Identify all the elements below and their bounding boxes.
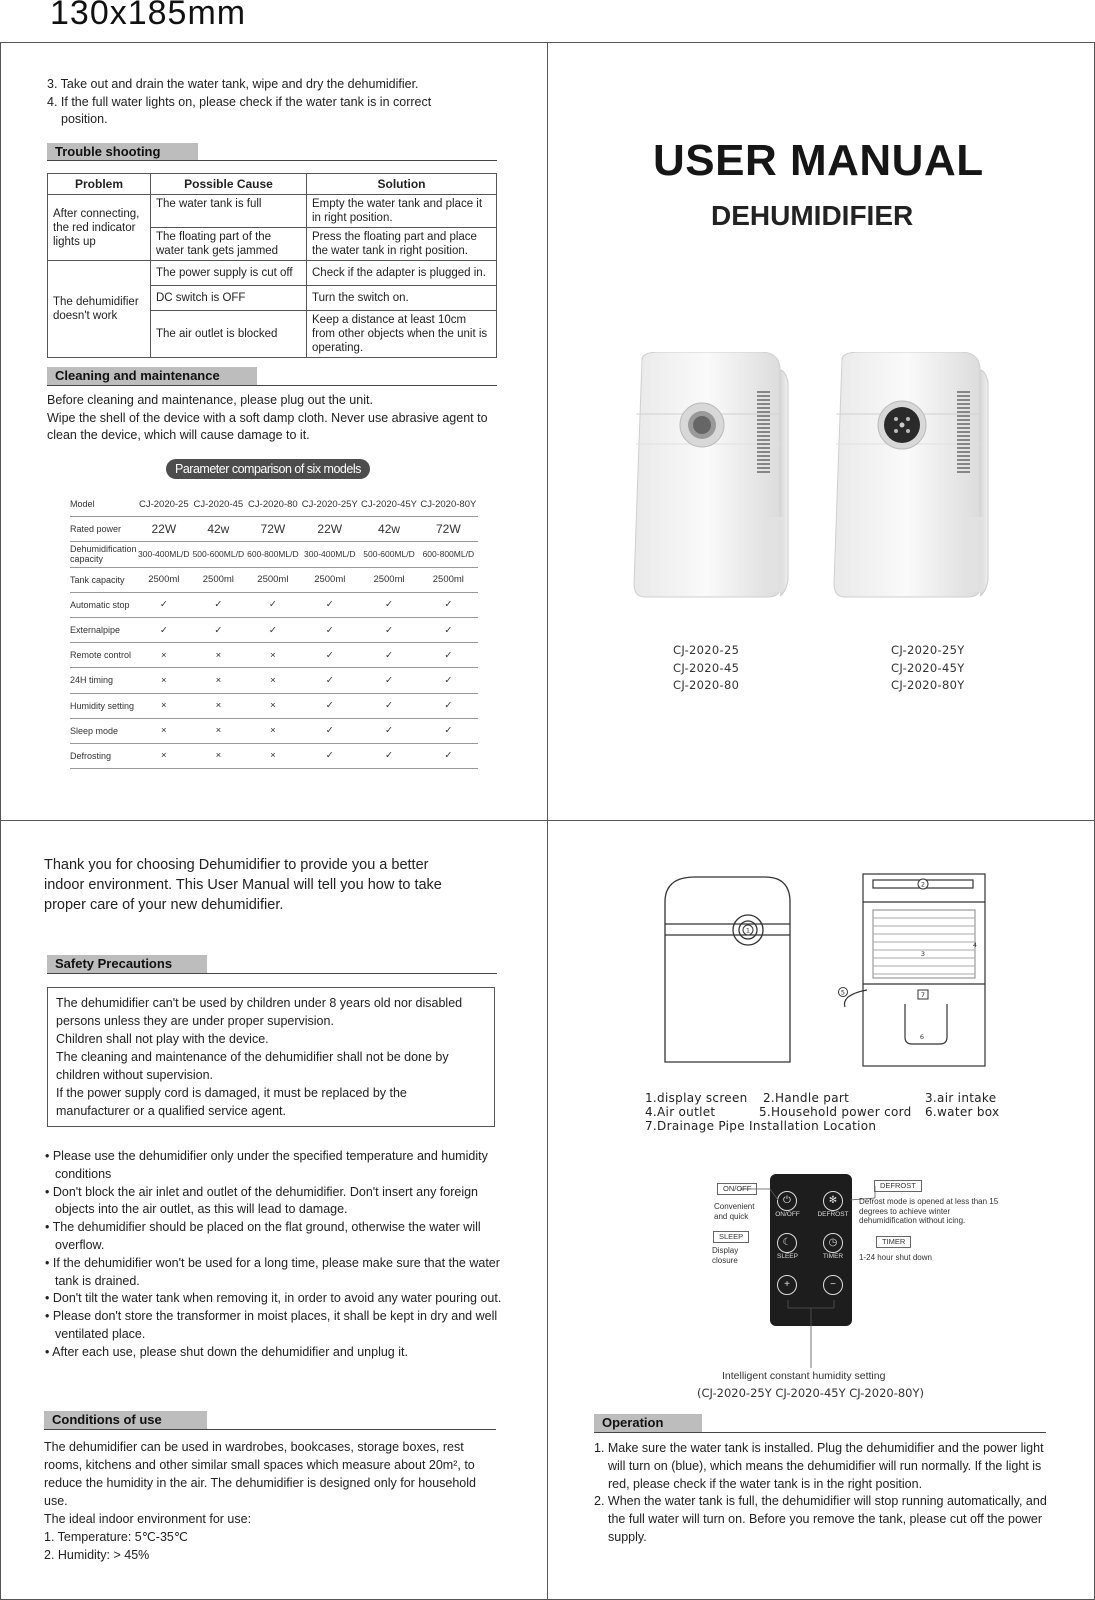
troubleshooting-rule (47, 160, 497, 161)
list-item: • Don't block the air inlet and outlet of the dehumidifier. Don't insert any foreign objects into the air outlet, as this will lead to damage. (45, 1184, 479, 1217)
part-7: 7.Drainage Pipe Installation Location (645, 1119, 877, 1133)
intro-line: indoor environment. This User Manual will tell you how to take (44, 877, 442, 893)
sleep-note: Display closure (712, 1246, 739, 1265)
defrost-note: Defrost mode is opened at less than 15 degrees to achieve winter dehumidification without icing. (859, 1197, 999, 1225)
comparison-cell: ✓ (359, 643, 418, 668)
comparison-row (70, 743, 478, 768)
comparison-row-label: 24H timing (70, 668, 137, 693)
comparison-cell: × (191, 668, 246, 693)
comparison-cell: CJ-2020-80Y (419, 492, 478, 517)
cleaning-heading: Cleaning and maintenance (47, 367, 257, 385)
comparison-cell: 2500ml (300, 567, 359, 592)
conditions-line: rooms, kitchens and other similar small spaces which measure about 20m², to (44, 1458, 475, 1472)
cause-cell: The floating part of the water tank gets jammed (151, 228, 307, 261)
comparison-cell: ✓ (300, 693, 359, 718)
header-cause: Possible Cause (151, 174, 307, 195)
comparison-cell: CJ-2020-25 (137, 492, 192, 517)
center-divider (547, 42, 548, 1600)
onoff-note: Convenient and quick (714, 1202, 755, 1221)
comparison-cell: × (191, 643, 246, 668)
cause-cell: DC switch is OFF (151, 286, 307, 311)
cleaning-line: Wipe the shell of the device with a soft damp cloth. Never use abrasive agent to (47, 410, 488, 425)
conditions-line: 1. Temperature: 5℃-35℃ (44, 1530, 188, 1544)
comparison-cell: ✓ (359, 743, 418, 768)
troubleshooting-heading: Trouble shooting (47, 143, 198, 161)
sleep-tag: SLEEP (713, 1231, 749, 1243)
part-5: 5.Household power cord (759, 1105, 912, 1119)
comparison-cell: 2500ml (191, 567, 246, 592)
comparison-cell: × (137, 743, 192, 768)
comparison-title-pill: Parameter comparison of six models (166, 459, 370, 479)
part-6: 6.water box (925, 1105, 1000, 1119)
operation-step: 2. When the water tank is full, the dehumidifier will stop running automatically, and the full water will turn on. Before you remove the tank, please cut off the power supply. (594, 1494, 1047, 1544)
comparison-cell: ✓ (137, 617, 192, 642)
comparison-cell: 500-600ML/D (359, 542, 418, 567)
safety-line: children without supervision. (56, 1068, 214, 1082)
list-item: • If the dehumidifier won't be used for a long time, please make sure that the water tank is drained. (45, 1255, 500, 1288)
comparison-row-label: Externalpipe (70, 617, 137, 642)
table-row (48, 261, 497, 286)
product-photos (630, 352, 1000, 614)
comparison-cell: ✓ (419, 718, 478, 743)
power-icon: ⏻ (777, 1191, 797, 1211)
part-3: 3.air intake (925, 1091, 997, 1105)
cause-cell: The air outlet is blocked (151, 311, 307, 358)
comparison-cell: × (137, 668, 192, 693)
comparison-cell: × (246, 668, 301, 693)
callout-7: 7 (920, 991, 926, 999)
step-4-cont: position. (61, 112, 108, 126)
comparison-cell: × (246, 643, 301, 668)
comparison-cell: ✓ (300, 743, 359, 768)
part-4: 4.Air outlet (645, 1105, 716, 1119)
comparison-cell: 72W (419, 517, 478, 542)
comparison-cell: 500-600ML/D (191, 542, 246, 567)
cleaning-line: clean the device, which will cause damage to it. (47, 428, 310, 442)
solution-cell: Empty the water tank and place it in right position. (307, 195, 497, 228)
comparison-cell: ✓ (300, 643, 359, 668)
comparison-cell: 300-400ML/D (137, 542, 192, 567)
list-item: • Please don't store the transformer in moist places, it shall be kept in dry and well ventilated place. (45, 1309, 498, 1341)
comparison-cell: CJ-2020-25Y (300, 492, 359, 517)
timer-tag: TIMER (876, 1236, 911, 1248)
operation-steps (594, 1440, 1054, 1547)
list-item: • Don't tilt the water tank when removing it, in order to avoid any water pouring out. (45, 1291, 502, 1306)
comparison-cell: ✓ (246, 617, 301, 642)
cleaning-text (47, 392, 488, 445)
safety-line: The cleaning and maintenance of the dehumidifier shall not be done by (56, 1050, 449, 1064)
intro-line: proper care of your new dehumidifier. (44, 897, 284, 913)
comparison-cell: ✓ (419, 668, 478, 693)
manual-title: USER MANUAL (653, 136, 984, 185)
comparison-cell: 72W (246, 517, 301, 542)
conditions-line: 2. Humidity: > 45% (44, 1548, 150, 1562)
comparison-cell: 300-400ML/D (300, 542, 359, 567)
conditions-rule (44, 1429, 496, 1430)
comparison-row-label: Defrosting (70, 743, 137, 768)
comparison-cell: 22W (300, 517, 359, 542)
page-size-label: 130x185mm (50, 0, 247, 32)
problem-cell: The dehumidifier doesn't work (48, 261, 151, 358)
defrost-button-label: DEFROST (817, 1211, 849, 1218)
callout-6: 6 (919, 1033, 925, 1041)
comparison-cell: ✓ (300, 718, 359, 743)
comparison-cell: × (246, 743, 301, 768)
model-label: CJ-2020-25Y (891, 643, 965, 657)
comparison-cell: ✓ (359, 668, 418, 693)
comparison-row-label: Remote control (70, 643, 137, 668)
comparison-cell: ✓ (419, 592, 478, 617)
header-solution: Solution (307, 174, 497, 195)
cleaning-rule (47, 385, 497, 386)
diagram-callouts (743, 879, 977, 1041)
comparison-cell: ✓ (359, 592, 418, 617)
comparison-cell: CJ-2020-45Y (359, 492, 418, 517)
comparison-cell: × (137, 643, 192, 668)
moon-icon: ☾ (777, 1233, 797, 1253)
safety-box (47, 987, 495, 1127)
comparison-row (70, 643, 478, 668)
model-label: CJ-2020-80 (673, 678, 740, 692)
snowflake-icon: ✻ (823, 1191, 843, 1211)
cause-cell: The water tank is full (151, 195, 307, 228)
callout-3: 3 (920, 950, 926, 958)
comparison-row (70, 592, 478, 617)
comparison-cell: CJ-2020-45 (191, 492, 246, 517)
timer-note: 1-24 hour shut down (859, 1253, 932, 1262)
comparison-row-label: Model (70, 492, 137, 517)
comparison-cell: ✓ (419, 643, 478, 668)
callout-5: 5 (840, 988, 846, 997)
comparison-row (70, 718, 478, 743)
intro-line: Thank you for choosing Dehumidifier to provide you a better (44, 857, 429, 873)
clock-icon: ◷ (823, 1233, 843, 1253)
header-problem: Problem (48, 174, 151, 195)
defrost-tag: DEFROST (874, 1180, 922, 1192)
front-view-outline (665, 877, 790, 1062)
operation-heading: Operation (594, 1414, 702, 1432)
steps-block (47, 76, 431, 129)
comparison-table (70, 492, 478, 769)
comparison-cell: × (137, 693, 192, 718)
safety-line: Children shall not play with the device. (56, 1032, 269, 1046)
comparison-cell: ✓ (419, 617, 478, 642)
comparison-row (70, 617, 478, 642)
comparison-cell: CJ-2020-80 (246, 492, 301, 517)
part-1: 1.display screen (645, 1091, 748, 1105)
comparison-cell: ✓ (419, 693, 478, 718)
comparison-cell: 2500ml (246, 567, 301, 592)
comparison-cell: ✓ (359, 718, 418, 743)
comparison-cell: ✓ (191, 617, 246, 642)
cause-cell: The power supply is cut off (151, 261, 307, 286)
comparison-row-label: Rated power (70, 517, 137, 542)
minus-icon: − (823, 1275, 843, 1295)
comparison-cell: × (191, 718, 246, 743)
callout-1: 1 (745, 926, 751, 935)
comparison-cell: 22W (137, 517, 192, 542)
operation-rule (594, 1432, 1046, 1433)
step-3: 3. Take out and drain the water tank, wipe and dry the dehumidifier. (47, 77, 419, 91)
callout-2: 2 (920, 880, 926, 889)
conditions-heading: Conditions of use (44, 1411, 207, 1429)
comparison-row-label: Dehumidification capacity (70, 542, 137, 567)
comparison-cell: ✓ (246, 592, 301, 617)
solution-cell: Check if the adapter is plugged in. (307, 261, 497, 286)
problem-cell: After connecting, the red indicator lights up (48, 195, 151, 261)
comparison-cell: × (246, 718, 301, 743)
models-list-standard (673, 642, 739, 695)
conditions-line: reduce the humidity in the air. The dehumidifier is designed only for household (44, 1476, 476, 1490)
comparison-cell: × (191, 743, 246, 768)
safety-rule (47, 973, 497, 974)
safety-line: persons unless they are under proper supervision. (56, 1014, 334, 1028)
onoff-tag: ON/OFF (717, 1183, 757, 1195)
solution-cell: Turn the switch on. (307, 286, 497, 311)
safety-line: The dehumidifier can't be used by children under 8 years old nor disabled (56, 996, 463, 1010)
list-item: • The dehumidifier should be placed on the flat ground, otherwise the water will overflow. (45, 1220, 481, 1252)
comparison-row-label: Humidity setting (70, 693, 137, 718)
comparison-row (70, 693, 478, 718)
models-list-remote (891, 642, 965, 695)
model-label: CJ-2020-80Y (891, 678, 965, 692)
comparison-cell: 42w (359, 517, 418, 542)
troubleshooting-table (47, 173, 497, 358)
conditions-text (44, 1438, 476, 1564)
comparison-cell: ✓ (300, 668, 359, 693)
comparison-cell: ✓ (300, 592, 359, 617)
comparison-cell: ✓ (191, 592, 246, 617)
safety-bullets (45, 1148, 505, 1362)
comparison-cell: 2500ml (419, 567, 478, 592)
solution-cell: Keep a distance at least 10cm from other objects when the unit is operating. (307, 311, 497, 358)
model-label: CJ-2020-45 (673, 660, 740, 675)
list-item: • Please use the dehumidifier only under the specified temperature and humidity conditions (45, 1149, 488, 1181)
comparison-cell: ✓ (359, 617, 418, 642)
step-4: 4. If the full water lights on, please check if the water tank is in correct (47, 94, 432, 109)
safety-heading: Safety Precautions (47, 955, 207, 973)
parts-diagram (655, 872, 990, 1072)
back-view-outline (844, 874, 985, 1066)
comparison-cell: × (191, 693, 246, 718)
safety-line: manufacturer or a qualified service agent. (56, 1104, 286, 1118)
comparison-row (70, 567, 478, 592)
intro-text (44, 855, 442, 915)
conditions-line: The ideal indoor environment for use: (44, 1512, 252, 1526)
onoff-button-label: ON/OFF (775, 1211, 800, 1218)
safety-line: If the power supply cord is damaged, it must be replaced by the (56, 1086, 407, 1100)
callout-4: 4 (972, 941, 978, 949)
conditions-line: use. (44, 1494, 68, 1508)
solution-cell: Press the floating part and place the water tank in right position. (307, 228, 497, 261)
comparison-row-label: Sleep mode (70, 718, 137, 743)
humidity-caption: Intelligent constant humidity setting (722, 1370, 886, 1382)
timer-button-label: TIMER (822, 1253, 844, 1260)
part-2: 2.Handle part (763, 1091, 850, 1105)
product-unit-standard (634, 352, 788, 597)
comparison-cell: ✓ (300, 617, 359, 642)
comparison-cell: ✓ (419, 743, 478, 768)
table-row (48, 195, 497, 228)
comparison-row (70, 517, 478, 542)
comparison-cell: ✓ (359, 693, 418, 718)
comparison-row-label: Tank capacity (70, 567, 137, 592)
conditions-line: The dehumidifier can be used in wardrobes, bookcases, storage boxes, rest (44, 1440, 464, 1454)
model-label: CJ-2020-45Y (891, 660, 965, 675)
comparison-cell: × (246, 693, 301, 718)
comparison-row (70, 668, 478, 693)
comparison-row (70, 542, 478, 567)
operation-step: 1. Make sure the water tank is installed. Plug the dehumidifier and the power light will turn on (blue), which means the dehumidifier will run normally. If the light is red, please check if the water tank is in the right position. (594, 1441, 1044, 1491)
remote-models-caption: (CJ-2020-25Y CJ-2020-45Y CJ-2020-80Y) (697, 1386, 924, 1400)
product-unit-remote (834, 352, 988, 597)
list-item: • After each use, please shut down the dehumidifier and unplug it. (45, 1344, 408, 1359)
comparison-cell: 42w (191, 517, 246, 542)
plus-icon: + (777, 1275, 797, 1295)
comparison-cell: ✓ (137, 592, 192, 617)
comparison-cell: 600-800ML/D (246, 542, 301, 567)
comparison-row (70, 492, 478, 517)
manual-subtitle: DEHUMIDIFIER (711, 200, 914, 231)
comparison-cell: 2500ml (359, 567, 418, 592)
comparison-cell: × (137, 718, 192, 743)
comparison-cell: 2500ml (137, 567, 192, 592)
sleep-button-label: SLEEP (777, 1253, 798, 1260)
parts-legend (645, 1091, 1005, 1133)
comparison-cell: 600-800ML/D (419, 542, 478, 567)
cleaning-line: Before cleaning and maintenance, please plug out the unit. (47, 393, 373, 407)
table-header-row (48, 174, 497, 195)
middle-divider (0, 820, 1095, 821)
model-label: CJ-2020-25 (673, 643, 740, 657)
comparison-row-label: Automatic stop (70, 592, 137, 617)
